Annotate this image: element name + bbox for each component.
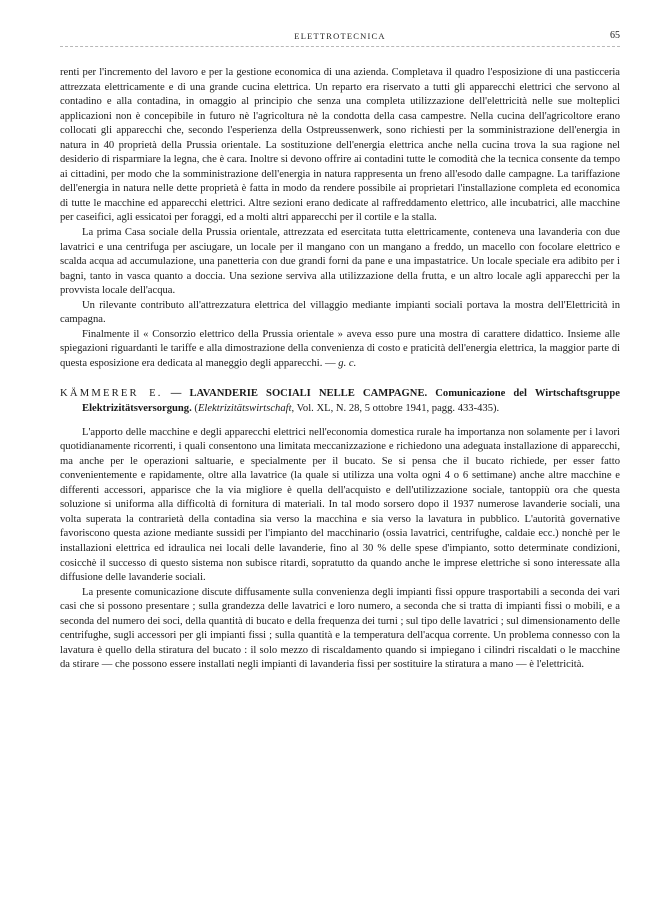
paragraph: renti per l'incremento del lavoro e per la gestione economica di una azienda. Completava il quadro l'esposizione di una pasticceria attrezzata elettricamente e di una grande cucina elettrica. Un reparto era riservato a tutti gli apparecchi elettrici che servono al contadino e alla contadina, in omaggio al principio che senza una completa utilizzazione dell'elettricità nelle sue molteplici applicazioni non è concepibile in futuro nè l'agricoltura nè la condotta della casa campestre. Nella cucina dell'agricoltore erano collocati gli apparecchi che, secondo l'esperienza della Ostpreussenwerk, sono richiesti per la somministrazione dell'energia in natura in 40 proprietà della Prussia orientale. La sostituzione dell'energia elettrica anche nella cucina trova la sua ragione nel desiderio di risparmiare la legna, che è cara. Inoltre si devono offrire ai contadini tutte le comodità che la tecnica consente da tempo ai cittadini, per modo che la somministrazione dell'energia in natura rappresenta un freno all'esodo dalle campagne. La tariffazione dell'energia in natura nelle dette proprietà è fatta in modo da rendere possibile ai proprietari l'installazione completa ed economica di tutte le macchine ed apparecchi elettrici. Altre sezioni erano dedicate al raffreddamento elettrico, alle incubatrici, alle macchine per caseifici, agli essicatoi per foraggi, ed a molti altri apparecchi per il cortile e la stalla. — [60, 67, 620, 224]
paragraph: L'apporto delle macchine e degli apparecchi elettrici nell'economia domestica rurale ha importanza non solamente per i lavori quotidianamente ricorrenti, i quali consentono una limitata meccanizzazione e richiedono una adeguata installazione di apparecchi, ma anche per le operazioni saltuarie, e specialmente per il bucato. Se si pensa che il bucato richiede, per esser fatto convenientemente e rapidamente, oltre alla lavatrice (la quale si utilizza una volta ogni 4 o 6 settimane) anche altre macchine e differenti accessori, apparisce che la via migliore è quella dell'acquisto e dell'utilizzazione sociale, tantoppiù ora che questa soluzione si uniforma alla difficoltà di fornitura di materiali. In tal modo sorsero dopo il 1937 numerose lavanderie sociali, una volta superata la contrarietà della contadina sia verso la macchina e sia verso la lavatura in pubblico. L'autorità governative favoriscono questa azione mediante sussidi per l'impianto del macchinario (ossia lavatrici, centrifughe, caldaie ecc.) nonchè per le installazioni elettrica ed idraulica nei locali delle lavanderie, fino al 30 % delle spese d'impianto, sotto determinate condizioni, cosicchè il successo di questo sistema non subisce ritardi, sopratutto da quando anche le imprese elettriche si sono interessate alla diffusione delle lavanderie sociali. — [60, 426, 620, 584]
article-author: KÄMMERER E. — [60, 388, 163, 400]
paragraph-closing — [60, 328, 620, 372]
article-body — [60, 426, 620, 673]
running-head — [60, 31, 620, 45]
paragraph-text: Finalmente il « Consorzio elettrico della Prussia orientale » aveva esso pure una mostra di carattere didattico. Insieme alle spiegazioni riguardanti le tariffe e alla dimostrazione della convenienza di costo e praticità dell'energia elettrica, la maggior parte di questa esposizione era dedicata al maneggio degli apparecchi. — — [60, 328, 620, 369]
paragraph: La presente comunicazione discute diffusamente sulla convenienza degli impianti fissi oppure trasportabili a seconda dei vari casi che si possono presentare ; sulla grandezza delle lavatrici e loro numero, a seconda che si tratta di impianti fissi o mobili, e a seconda del numero dei soci, della quantità di bucato e della frequenza dei turni ; sul tipo delle lavatrici ; sul dimensionamento delle centrifughe, sugli accessori per gli impianti fissi ; sulla quantità e la temperatura dell'acqua corrente. Un problema connesso con la lavatura è quello della stiratura del bucato : il solo mezzo di riscaldamento quando si impiegano i cilindri riscaldati o le macchine da stirare — che possono essere installati negli impianti di lavanderia fissi per sostituire la stiratura a mano — è l'elettricità. — [60, 586, 620, 671]
article-heading — [60, 387, 620, 416]
page-number: 65 — [610, 30, 620, 41]
source-details: , Vol. XL, N. 28, 5 ottobre 1941, pagg. 433-435). — [291, 403, 500, 415]
source-open: ( — [191, 403, 198, 415]
previous-article-continuation — [60, 66, 620, 371]
heading-dash: — — [162, 388, 190, 400]
page-body — [60, 66, 620, 673]
paragraph: La prima Casa sociale della Prussia orientale, attrezzata ed esercitata tutta elettricamente, conteneva una lavanderia con due lavatrici e una centrifuga per asciugare, un locale per il mangano con un mangano a freddo, un macello con focolare elettrico e scalda acqua ad accumulazione, una panetteria con due grandi forni da pane e una impastatrice. Un locale speciale era adibito per i bagni, tanto in vasca quanto a doccia. Una sezione serviva alla utilizzazione della frutta, e un altro locale agli apparecchi per la provvista locale dell'acqua. — [60, 227, 620, 297]
journal-title: ELETTROTECNICA — [294, 31, 386, 41]
header-rule — [60, 46, 620, 47]
article-title: LAVANDERIE SOCIALI NELLE CAMPAGNE. Comunicazione del Wirtschaftsgruppe Elektrizitätsversorgung. — [82, 388, 620, 415]
paragraph: Un rilevante contributo all'attrezzatura elettrica del villaggio mediante impianti sociali portava la mostra dell'Elettricità in campagna. — [60, 299, 620, 326]
author-signature: g. c. — [338, 357, 357, 369]
source-journal: Elektrizitätswirtschaft — [197, 403, 292, 415]
abstract-article — [60, 387, 620, 672]
